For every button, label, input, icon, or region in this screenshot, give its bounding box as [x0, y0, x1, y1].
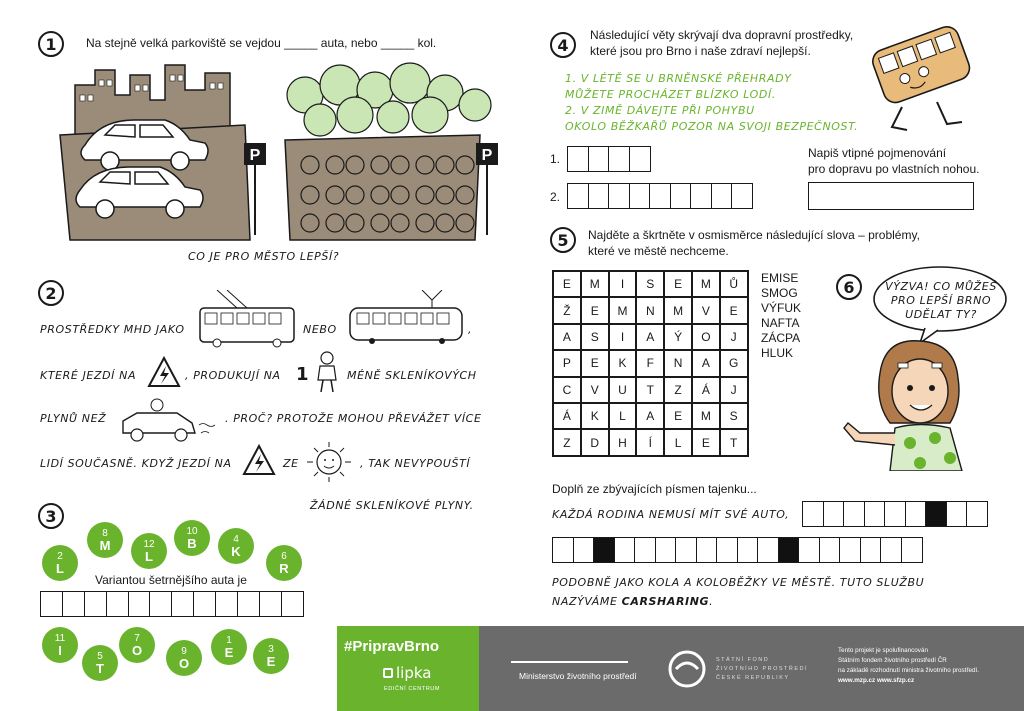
grid-cell[interactable]: M [692, 271, 720, 297]
grid-cell[interactable]: M [581, 271, 609, 297]
grid-cell[interactable]: G [720, 350, 748, 376]
transport-intro: Následující věty skrývají dva dopravní prostředky, [590, 28, 854, 42]
letter-dot[interactable]: 4 K [218, 528, 254, 564]
answer-box[interactable] [670, 183, 692, 209]
answer-box[interactable] [106, 591, 129, 617]
word-item: HLUK [761, 346, 794, 360]
eco-car-label: Variantou šetrnějšího auta je [95, 573, 247, 587]
grid-cell[interactable]: Ý [664, 324, 692, 350]
grid-cell[interactable]: Z [664, 377, 692, 403]
grid-cell[interactable]: M [664, 297, 692, 323]
answer-box[interactable] [629, 146, 651, 172]
grid-cell[interactable]: Z [553, 429, 581, 455]
gas-text: PLYNŮ NEŽ [40, 412, 107, 425]
answer-box[interactable] [614, 537, 636, 563]
grid-cell[interactable]: E [692, 429, 720, 455]
sfzp-logo-icon [667, 649, 707, 689]
word-item: VÝFUK [761, 301, 802, 315]
section-number-2: 2 [38, 280, 64, 306]
city-question: CO JE PRO MĚSTO LEPŠÍ? [188, 250, 340, 263]
grid-cell[interactable]: L [609, 403, 637, 429]
answer-box[interactable] [552, 537, 574, 563]
hidden-sentence-1: 1. V LÉTĚ SE U BRNĚNSKÉ PŘEHRADY [565, 72, 792, 85]
answer-box[interactable] [711, 183, 733, 209]
grid-cell[interactable]: V [581, 377, 609, 403]
grid-cell[interactable]: L [664, 429, 692, 455]
sun-icon [302, 440, 356, 484]
grid-cell[interactable]: A [692, 350, 720, 376]
ministry-name: Ministerstvo životního prostředí [519, 671, 637, 681]
lipka-mark-icon [383, 668, 393, 678]
produce-text: , PRODUKUJÍ NA [185, 369, 281, 382]
letter-dot[interactable]: 3 E [253, 638, 289, 674]
answer-box[interactable] [62, 591, 85, 617]
row-label-2: 2. [550, 190, 561, 204]
grid-cell[interactable]: H [609, 429, 637, 455]
carsharing-sentence: PODOBNĚ JAKO KOLA A KOLOBĚŽKY VE MĚSTĚ. TUTO SLUŽBU [552, 576, 925, 589]
nickname-input[interactable] [808, 182, 974, 210]
answer-box[interactable] [567, 146, 589, 172]
person-count: 1 [296, 364, 309, 385]
answer-box[interactable] [880, 537, 902, 563]
answer-box[interactable] [757, 537, 779, 563]
eco-car-answer[interactable] [40, 591, 303, 617]
electricity-icon [147, 356, 181, 388]
grid-cell[interactable]: E [581, 297, 609, 323]
secret-answer-1[interactable] [802, 501, 987, 527]
answer-box[interactable] [901, 537, 923, 563]
grid-cell[interactable]: Á [692, 377, 720, 403]
answer-box[interactable] [84, 591, 107, 617]
grid-cell[interactable]: Ž [553, 297, 581, 323]
answer-box[interactable] [819, 537, 841, 563]
grid-cell[interactable]: A [636, 403, 664, 429]
answer-box[interactable] [40, 591, 63, 617]
parking-question: Na stejně velká parkoviště se vejdou _____ auta, nebo _____ kol. [86, 36, 437, 50]
running-bus-icon [862, 12, 980, 137]
transport-intro-2: které jsou pro Brno i naše zdraví nejlepší. [590, 44, 811, 58]
grid-cell[interactable]: I [609, 324, 637, 350]
from-text: ZE [283, 457, 299, 470]
letter-dot[interactable]: 9 O [166, 640, 202, 676]
letter-dot[interactable]: 1 E [211, 629, 247, 665]
wordsearch-intro-2: které ve městě nechceme. [588, 244, 729, 258]
answer-box[interactable] [193, 591, 216, 617]
answer-box[interactable] [171, 591, 194, 617]
hidden-sentence-2b: OKOLO BĚŽKAŘŮ POZOR NA SVOJI BEZPEČNOST. [565, 120, 859, 133]
challenge-line-1: VÝZVA! CO MŮŽEŠ [885, 280, 997, 293]
grid-cell[interactable]: E [720, 297, 748, 323]
answer-box[interactable] [696, 537, 718, 563]
section-number-1: 1 [38, 31, 64, 57]
grid-cell[interactable]: E [664, 403, 692, 429]
answer-box[interactable] [281, 591, 304, 617]
svg-text:P: P [481, 147, 493, 164]
answer-box[interactable] [634, 537, 656, 563]
answer-box[interactable] [716, 537, 738, 563]
fill-label: Doplň ze zbývajících písmen tajenku... [552, 482, 757, 496]
answer-box[interactable] [215, 591, 238, 617]
challenge-line-2: PRO LEPŠÍ BRNO [890, 294, 992, 307]
comma-text: , [468, 323, 473, 336]
grid-cell[interactable]: J [720, 377, 748, 403]
grid-cell[interactable]: N [636, 297, 664, 323]
answer-box[interactable] [864, 501, 886, 527]
answer-box[interactable] [655, 537, 677, 563]
grid-cell[interactable]: A [553, 324, 581, 350]
people-text: LIDÍ SOUČASNĚ. KDYŽ JEZDÍ NA [40, 457, 232, 470]
parking-illustration [55, 55, 505, 245]
answer-box[interactable] [237, 591, 260, 617]
answer-box[interactable] [608, 146, 630, 172]
nickname-prompt-2: pro dopravu po vlastních nohou. [808, 162, 980, 176]
answer-box[interactable] [905, 501, 927, 527]
word-item: SMOG [761, 286, 798, 300]
answer-box[interactable] [946, 501, 968, 527]
grid-cell[interactable]: E [664, 271, 692, 297]
grid-cell[interactable]: I [609, 271, 637, 297]
lipka-logo [383, 664, 431, 682]
family-sentence: KAŽDÁ RODINA NEMUSÍ MÍT SVÉ AUTO, [552, 508, 790, 521]
lipka-text: lipka [396, 664, 432, 682]
grid-cell[interactable]: T [720, 429, 748, 455]
grid-cell[interactable]: S [720, 403, 748, 429]
grid-cell[interactable]: Ů [720, 271, 748, 297]
answer-box[interactable] [573, 537, 595, 563]
fund-name: STÁTNÍ FOND ŽIVOTNÍHO PROSTŘEDÍ ČESKÉ REPUBLIKY [716, 657, 809, 681]
answer-box[interactable] [588, 146, 610, 172]
answer-box[interactable] [690, 183, 712, 209]
answer-box[interactable] [128, 591, 151, 617]
section-number-3: 3 [38, 503, 64, 529]
letter-dot[interactable]: 7 O [119, 627, 155, 663]
answer-box[interactable] [629, 183, 651, 209]
word-item: ZÁCPA [761, 331, 801, 345]
grid-cell[interactable]: E [581, 350, 609, 376]
grid-cell[interactable]: S [636, 271, 664, 297]
grid-cell[interactable]: A [636, 324, 664, 350]
word-item: EMISE [761, 271, 799, 285]
answer-box[interactable] [567, 183, 589, 209]
grid-cell[interactable]: K [609, 350, 637, 376]
grid-cell[interactable]: M [692, 403, 720, 429]
answer-box[interactable] [778, 537, 800, 563]
hidden-sentence-1b: MŮŽETE PROCHÁZET BLÍZKO LODÍ. [565, 88, 776, 101]
grid-cell[interactable]: J [720, 324, 748, 350]
nebo-text: NEBO [303, 323, 337, 336]
electricity-icon-2 [242, 444, 276, 476]
letter-dot[interactable]: 10 B [174, 520, 210, 556]
wordsearch-grid[interactable] [552, 270, 749, 457]
project-credits: Tento projekt je spolufinancován Státním fondem životního prostředí ČR na základě rozhodnutí ministra životního prostředí. www.mzp.cz www.sfzp.cz [838, 647, 980, 684]
grid-cell[interactable]: M [609, 297, 637, 323]
letter-dot[interactable]: 12 L [131, 533, 167, 569]
word-list [761, 271, 801, 361]
car-icon [117, 395, 217, 443]
nickname-prompt: Napiš vtipné pojmenování [808, 146, 947, 160]
grid-cell[interactable]: E [553, 271, 581, 297]
ministry-logo-line [511, 661, 628, 663]
answer-box[interactable] [731, 183, 753, 209]
transport-answer-2[interactable] [567, 183, 752, 209]
answer-box[interactable] [588, 183, 610, 209]
lipka-sub: EDIČNÍ CENTRUM [384, 686, 441, 692]
hidden-sentence-2: 2. V ZIMĚ DÁVEJTE PŘI POHYBU [565, 104, 755, 117]
answer-box[interactable] [839, 537, 861, 563]
word-item: NAFTA [761, 316, 800, 330]
hashtag: #PripravBrno [344, 638, 440, 655]
grid-cell[interactable]: F [636, 350, 664, 376]
grid-cell[interactable]: Í [636, 429, 664, 455]
section-number-6: 6 [836, 274, 862, 300]
answer-box[interactable] [737, 537, 759, 563]
greenhouse-text: MÉNĚ SKLENÍKOVÝCH [347, 369, 477, 382]
grid-cell[interactable]: C [553, 377, 581, 403]
no-gas-text: ŽÁDNÉ SKLENÍKOVÉ PLYNY. [310, 499, 474, 512]
letter-dot[interactable]: 6 R [266, 545, 302, 581]
no-emit-text: , TAK NEVYPOUŠTÍ [360, 457, 471, 470]
row-label-1: 1. [550, 152, 561, 166]
answer-box[interactable] [149, 591, 172, 617]
letter-dot[interactable]: 8 M [87, 522, 123, 558]
wordsearch-intro: Najděte a škrtněte v osmisměrce následující slova – problémy, [588, 228, 920, 242]
section-number-4: 4 [550, 32, 576, 58]
electricity-text: KTERÉ JEZDÍ NA [40, 369, 137, 382]
carsharing-sentence-2: NAZÝVÁME CARSHARING. [552, 595, 714, 608]
answer-box[interactable] [802, 501, 824, 527]
grid-cell[interactable]: Á [553, 403, 581, 429]
answer-box[interactable] [925, 501, 947, 527]
answer-box[interactable] [860, 537, 882, 563]
answer-box[interactable] [259, 591, 282, 617]
answer-box[interactable] [966, 501, 988, 527]
grid-cell[interactable]: S [581, 324, 609, 350]
answer-box[interactable] [608, 183, 630, 209]
challenge-line-3: UDĚLAT TY? [905, 308, 977, 321]
tram-icon [347, 290, 465, 348]
answer-box[interactable] [675, 537, 697, 563]
answer-box[interactable] [884, 501, 906, 527]
grid-cell[interactable]: D [581, 429, 609, 455]
section-number-5: 5 [550, 227, 576, 253]
answer-box[interactable] [843, 501, 865, 527]
grid-cell[interactable]: P [553, 350, 581, 376]
answer-box[interactable] [823, 501, 845, 527]
trolleybus-icon [197, 290, 297, 348]
grid-cell[interactable]: N [664, 350, 692, 376]
letter-dot[interactable]: 2 L [42, 545, 78, 581]
grid-cell[interactable]: K [581, 403, 609, 429]
person-icon [312, 350, 342, 394]
letter-dot[interactable]: 5 T [82, 645, 118, 681]
letter-dot[interactable]: 11 I [42, 627, 78, 663]
transport-answer-1[interactable] [567, 146, 649, 172]
grid-cell[interactable]: T [636, 377, 664, 403]
grid-cell[interactable]: V [692, 297, 720, 323]
grid-cell[interactable]: O [692, 324, 720, 350]
girl-icon [840, 333, 968, 471]
answer-box[interactable] [593, 537, 615, 563]
mhd-text: PROSTŘEDKY MHD JAKO [40, 323, 185, 336]
svg-text:P: P [249, 147, 261, 164]
answer-box[interactable] [649, 183, 671, 209]
why-text: . PROČ? PROTOŽE MOHOU PŘEVÁŽET VÍCE [225, 412, 482, 425]
grid-cell[interactable]: U [609, 377, 637, 403]
secret-answer-2[interactable] [552, 537, 921, 563]
answer-box[interactable] [798, 537, 820, 563]
